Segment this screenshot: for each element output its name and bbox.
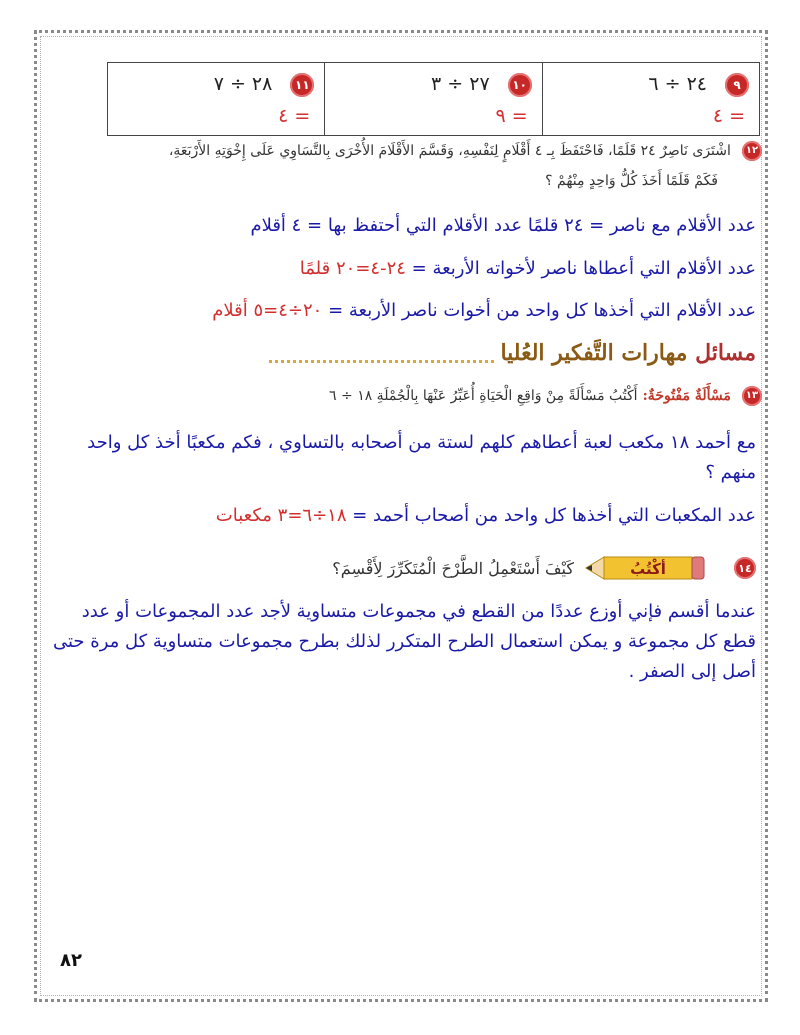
answer-text: عدد الأقلام التي أخذها كل واحد من أخوات ناصر الأربعة = [322, 300, 756, 321]
question-text-line2: فَكَمْ قَلَمًا أَخَذَ كُلُّ وَاحِدٍ مِنْهُمْ ؟ [545, 173, 718, 189]
question-text-line1: اشْتَرَى نَاصِرٌ ٢٤ قَلَمًا، فَاحْتَفَظَ بِـ ٤ أَقْلَامٍ لِنَفْسِهِ، وَقَسَّمَ الأَقْلَامَ الأُخْرَى بِالتَّسَاوِي عَلَى إِخْوَتِهِ الأَرْبَعَةِ، [168, 143, 731, 159]
question-number-badge: ١٣ [742, 386, 762, 406]
exercise-cell-10 [324, 63, 541, 135]
question-13 [329, 385, 762, 406]
exercise-cell-9 [542, 63, 759, 135]
exercise-expression: ٢٧ ÷ ٣ [431, 73, 490, 95]
answer-result: ٢٠÷٤=٥ أقلام [212, 300, 323, 321]
answer-line [300, 258, 756, 279]
answer-paragraph: مع أحمد ١٨ مكعب لعبة أعطاهم كلهم لستة من أصحابه بالتساوي ، فكم مكعبًا أخذ كل واحد منهم ؟ [87, 432, 756, 483]
page-number: ٨٢ [60, 950, 82, 971]
pencil-label: أكْتُبُ [630, 560, 666, 578]
section-dotted-rule [269, 344, 494, 363]
exercise-answer: = ٩ [495, 105, 528, 127]
answer-text: عدد الأقلام التي أعطاها ناصر لأخواته الأربعة = [405, 258, 756, 279]
exercise-expression: ٢٤ ÷ ٦ [648, 73, 707, 95]
exercise-number-badge: ١١ [290, 73, 314, 97]
answer-text: عدد المكعبات التي أخذها كل واحد من أصحاب أحمد = [346, 505, 756, 526]
exercise-answer: = ٤ [712, 105, 745, 127]
answer-line [212, 300, 756, 321]
section-title-main: مهارات التَّفكير العُليا [500, 340, 688, 366]
answer-line: عدد الأقلام مع ناصر = ٢٤ قلمًا عدد الأقلام التي أحتفظ بها = ٤ أقلام [250, 215, 756, 236]
question-number-badge: ١٤ [734, 557, 756, 579]
answer-line [216, 505, 756, 526]
answer-result: ١٨÷٦=٣ مكعبات [215, 505, 347, 526]
exercise-number-badge: ١٠ [508, 73, 532, 97]
answer-paragraph: عندما أقسم فإني أوزع عددًا من القطع في مجموعات متساوية لأجد عدد المجموعات أو عدد قطع كل مجموعة و يمكن استعمال الطرح المتكرر لذلك بطرح مجموعات متساوية كل مرة حتى أصل إلى الصفر . [52, 601, 756, 682]
section-header [269, 340, 756, 366]
section-title [500, 340, 756, 366]
section-title-accent: مسائل [695, 340, 756, 366]
question-text: أَكْتُبُ مَسْأَلَةً مِنْ وَاقِعِ الْحَيَاةِ أُعَبِّرُ عَنْهَا بِالْجُمْلَةِ ١٨ ÷ ٦ [329, 388, 638, 404]
exercise-number-badge: ٩ [725, 73, 749, 97]
question-text: كَيْفَ أَسْتَعْمِلُ الطَّرْحَ الْمُتَكَرِّرَ لِأَقْسِمَ؟ [332, 558, 574, 578]
question-12 [169, 140, 762, 161]
exercise-table [107, 62, 760, 136]
answer-result: ٢٤-٤=٢٠ قلمًا [299, 258, 406, 279]
exercise-expression: ٢٨ ÷ ٧ [213, 73, 273, 95]
pencil-icon [582, 553, 712, 583]
exercise-answer: = ٤ [278, 105, 311, 127]
question-label: مَسْأَلَةٌ مَفْتُوحَةٌ: [642, 388, 731, 404]
exercise-cell-11 [108, 63, 324, 135]
question-14 [332, 553, 756, 583]
question-number-badge: ١٢ [742, 141, 762, 161]
question-12-line2 [545, 170, 718, 189]
